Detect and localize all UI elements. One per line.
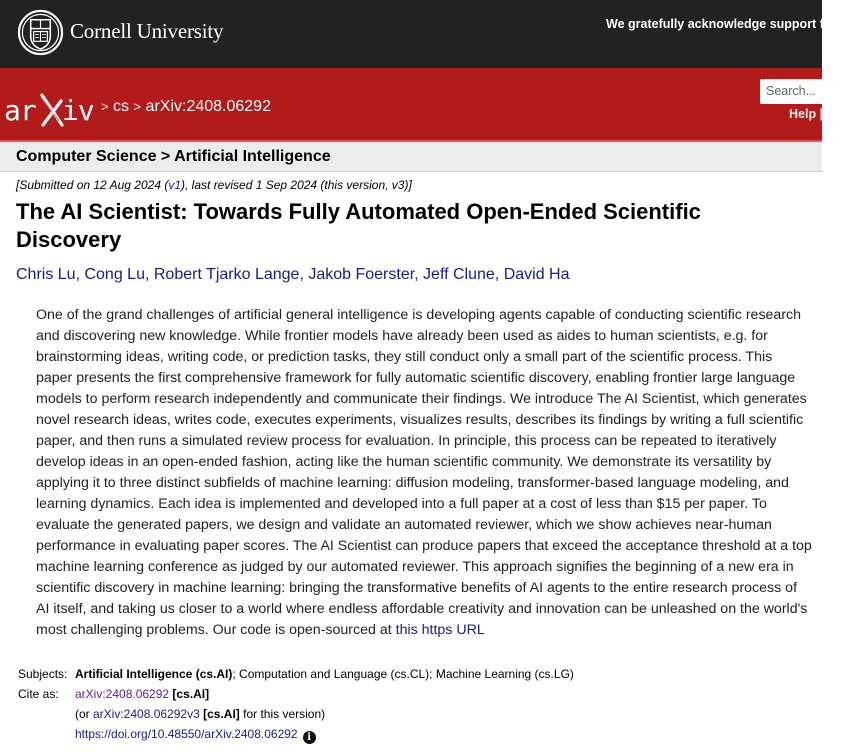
- author-list: Chris Lu, Cong Lu, Robert Tjarko Lange, Jakob Foerster, Jeff Clune, David Ha: [16, 266, 570, 283]
- cornell-header: [0, 0, 847, 68]
- version-suffix: for this version): [239, 707, 326, 721]
- code-url-link[interactable]: this https URL: [395, 622, 485, 638]
- support-acknowledgment: We gratefully acknowledge support from: [606, 17, 847, 31]
- breadcrumb-separator: >: [133, 99, 142, 114]
- search-input[interactable]: [760, 79, 822, 104]
- version-id-link[interactable]: arXiv:2408.06292v3: [93, 707, 200, 721]
- category-title: Computer Science > Artificial Intelligence: [16, 148, 331, 165]
- cornell-university-link[interactable]: Cornell University: [70, 19, 224, 43]
- cite-category: [cs.AI]: [172, 687, 210, 701]
- paper-title: The AI Scientist: Towards Fully Automated Open-Ended Scientific Discovery: [16, 199, 701, 252]
- version-prefix: (or: [75, 707, 93, 721]
- doi-link[interactable]: https://doi.org/10.48550/arXiv.2408.06292: [75, 727, 298, 741]
- help-link[interactable]: Help |: [789, 107, 824, 121]
- author-link[interactable]: Robert Tjarko Lange: [153, 266, 300, 283]
- abstract-text: One of the grand challenges of artificial general intelligence is developing agents capable of conducting scientific research and discovering new knowledge. While frontier models have already been used as aides to human scientists, e.g. for brainstorming ideas, writing code, or prediction tasks, they still conduct only a small part of the scientific process. This paper presents the first comprehensive framework for fully automatic scientific discovery, enabling frontier large language models to perform research independently and communicate their findings. We introduce The AI Scientist, which generates novel research ideas, writes code, executes experiments, visualizes results, describes its findings by writing a full scientific paper, and then runs a simulated review process for evaluation. In principle, this process can be repeated to iteratively develop ideas in an open-ended fashion, acting like the human scientific community. We demonstrate its versatility by applying it to three distinct subfields of machine learning: diffusion modeling, transformer-based language modeling, and learning dynamics. Each idea is implemented and developed into a full paper at a cost of less than $15 per paper. To evaluate the generated papers, we design and validate an automated reviewer, which we show achieves near-human performance in evaluating paper scores. The AI Scientist can produce papers that exceed the acceptance threshold at a top machine learning conference as judged by our automated reviewer. This approach signifies the beginning of a new era in scientific discovery in machine learning: bringing the transformative benefits of AI agents to the entire research process of AI itself, and taking us closer to a world where endless affordable creativity and innovation can be unleashed on the world's most challenging problems. Our code is open-sourced at: [36, 307, 812, 638]
- arxiv-logo[interactable]: [4, 91, 98, 129]
- cite-label: Cite as:: [18, 687, 59, 701]
- version-category: [cs.AI]: [203, 707, 240, 721]
- other-subjects: ; Computation and Language (cs.CL); Machine Learning (cs.LG): [232, 667, 574, 681]
- primary-subject: Artificial Intelligence (cs.AI): [75, 667, 233, 681]
- author-link[interactable]: Jeff Clune: [423, 266, 495, 283]
- version-v1-link[interactable]: v1: [168, 178, 182, 192]
- subjects-label: Subjects:: [18, 667, 68, 681]
- author-link[interactable]: Chris Lu: [16, 266, 76, 283]
- breadcrumb-separator: >: [101, 99, 109, 114]
- search-box: [760, 79, 822, 104]
- cite-id-link[interactable]: arXiv:2408.06292: [75, 687, 170, 701]
- author-link[interactable]: Jakob Foerster: [308, 266, 415, 283]
- breadcrumb-paper-id: arXiv:2408.06292: [145, 98, 271, 115]
- author-link[interactable]: Cong Lu: [84, 266, 145, 283]
- svg-text:ar: ar: [4, 94, 36, 127]
- breadcrumb-cs[interactable]: cs: [113, 98, 130, 115]
- dateline-prefix: [Submitted on 12 Aug 2024 (: [16, 178, 169, 192]
- cornell-seal-icon[interactable]: [17, 9, 64, 56]
- search-placeholder: Search...: [766, 84, 817, 98]
- breadcrumb: [101, 98, 271, 116]
- abstract: [36, 305, 812, 641]
- info-icon[interactable]: i: [303, 731, 316, 744]
- submission-dateline: [16, 178, 412, 192]
- author-link[interactable]: David Ha: [503, 266, 570, 283]
- dateline-suffix: ), last revised 1 Sep 2024 (this version, v3)]: [181, 178, 412, 192]
- svg-text:iv: iv: [62, 94, 94, 127]
- category-header: [0, 140, 822, 172]
